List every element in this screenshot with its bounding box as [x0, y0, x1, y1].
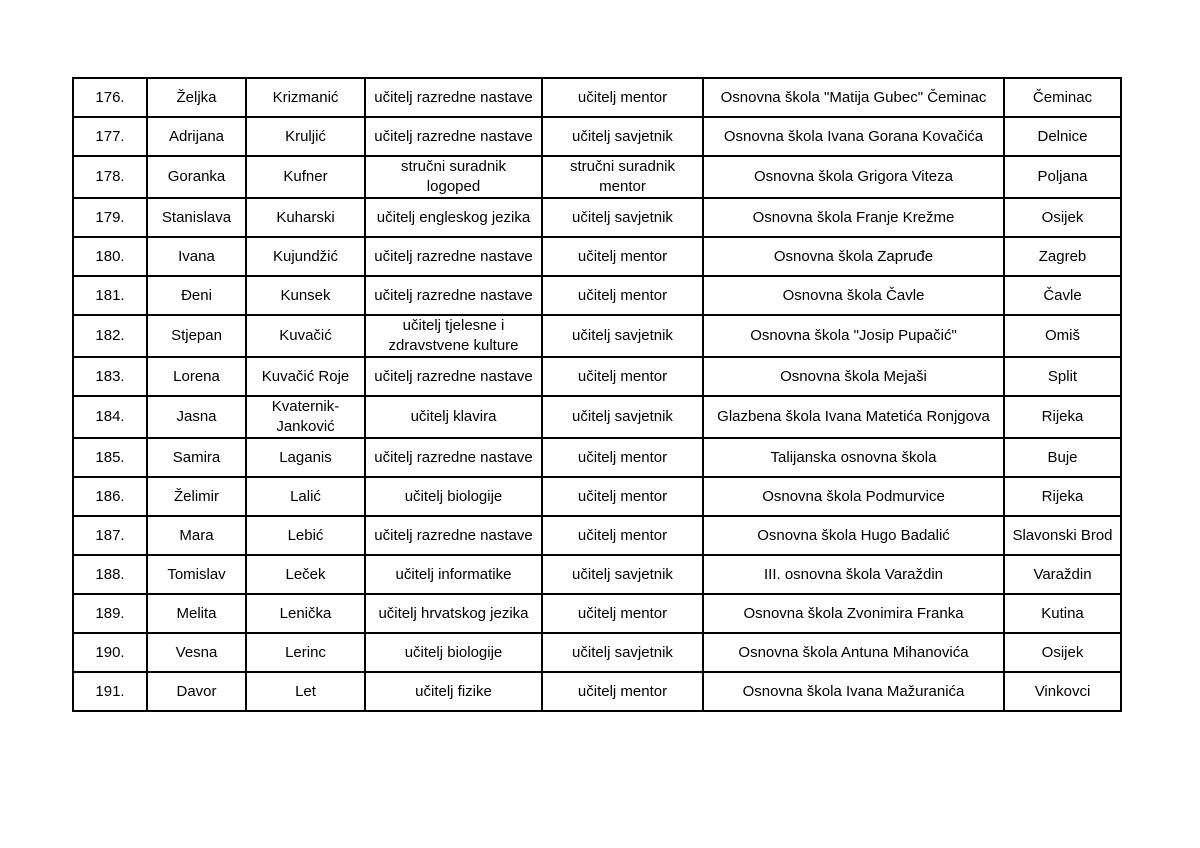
- cell-school: Osnovna škola Ivana Mažuranića: [703, 672, 1004, 711]
- table-row: [73, 594, 1121, 633]
- cell-row-number: 177.: [73, 117, 147, 156]
- table-row: [73, 156, 1121, 198]
- cell-row-number: 178.: [73, 156, 147, 198]
- cell-school: Osnovna škola Ivana Gorana Kovačića: [703, 117, 1004, 156]
- cell-last-name: Lerinc: [246, 633, 365, 672]
- cell-row-number: 180.: [73, 237, 147, 276]
- table-row: [73, 516, 1121, 555]
- cell-position: učitelj biologije: [365, 477, 542, 516]
- cell-school: Osnovna škola "Matija Gubec" Čeminac: [703, 78, 1004, 117]
- cell-row-number: 189.: [73, 594, 147, 633]
- cell-title: učitelj mentor: [542, 438, 703, 477]
- cell-last-name: Kuharski: [246, 198, 365, 237]
- cell-title: učitelj mentor: [542, 594, 703, 633]
- cell-position: učitelj klavira: [365, 396, 542, 438]
- table-row: [73, 477, 1121, 516]
- cell-row-number: 176.: [73, 78, 147, 117]
- cell-first-name: Lorena: [147, 357, 246, 396]
- cell-city: Rijeka: [1004, 477, 1121, 516]
- cell-last-name: Lebić: [246, 516, 365, 555]
- table-row: [73, 396, 1121, 438]
- cell-school: Osnovna škola "Josip Pupačić": [703, 315, 1004, 357]
- cell-row-number: 182.: [73, 315, 147, 357]
- cell-first-name: Jasna: [147, 396, 246, 438]
- cell-city: Omiš: [1004, 315, 1121, 357]
- cell-city: Delnice: [1004, 117, 1121, 156]
- cell-school: III. osnovna škola Varaždin: [703, 555, 1004, 594]
- cell-city: Zagreb: [1004, 237, 1121, 276]
- cell-position: učitelj razredne nastave: [365, 516, 542, 555]
- cell-title: učitelj mentor: [542, 516, 703, 555]
- cell-position: učitelj razredne nastave: [365, 276, 542, 315]
- cell-row-number: 191.: [73, 672, 147, 711]
- cell-last-name: Kuvačić Roje: [246, 357, 365, 396]
- table-row: [73, 315, 1121, 357]
- table-row: [73, 198, 1121, 237]
- cell-title: učitelj mentor: [542, 357, 703, 396]
- table-row: [73, 357, 1121, 396]
- cell-first-name: Želimir: [147, 477, 246, 516]
- cell-first-name: Davor: [147, 672, 246, 711]
- cell-last-name: Lalić: [246, 477, 365, 516]
- cell-title: učitelj mentor: [542, 78, 703, 117]
- cell-position: učitelj razredne nastave: [365, 117, 542, 156]
- cell-row-number: 187.: [73, 516, 147, 555]
- cell-row-number: 179.: [73, 198, 147, 237]
- table-row: [73, 78, 1121, 117]
- cell-city: Rijeka: [1004, 396, 1121, 438]
- cell-last-name: Laganis: [246, 438, 365, 477]
- cell-position: učitelj razredne nastave: [365, 438, 542, 477]
- cell-row-number: 186.: [73, 477, 147, 516]
- cell-last-name: Let: [246, 672, 365, 711]
- cell-first-name: Samira: [147, 438, 246, 477]
- cell-school: Osnovna škola Zapruđe: [703, 237, 1004, 276]
- cell-position: stručni suradnik logoped: [365, 156, 542, 198]
- cell-position: učitelj tjelesne i zdravstvene kulture: [365, 315, 542, 357]
- cell-first-name: Vesna: [147, 633, 246, 672]
- cell-first-name: Mara: [147, 516, 246, 555]
- table-row: [73, 237, 1121, 276]
- cell-row-number: 185.: [73, 438, 147, 477]
- cell-school: Osnovna škola Franje Krežme: [703, 198, 1004, 237]
- cell-city: Kutina: [1004, 594, 1121, 633]
- cell-title: učitelj mentor: [542, 276, 703, 315]
- cell-title: stručni suradnik mentor: [542, 156, 703, 198]
- cell-school: Osnovna škola Grigora Viteza: [703, 156, 1004, 198]
- table-row: [73, 276, 1121, 315]
- cell-row-number: 184.: [73, 396, 147, 438]
- cell-position: učitelj razredne nastave: [365, 357, 542, 396]
- cell-school: Osnovna škola Zvonimira Franka: [703, 594, 1004, 633]
- cell-position: učitelj hrvatskog jezika: [365, 594, 542, 633]
- cell-city: Osijek: [1004, 633, 1121, 672]
- cell-row-number: 181.: [73, 276, 147, 315]
- cell-city: Čavle: [1004, 276, 1121, 315]
- cell-first-name: Stjepan: [147, 315, 246, 357]
- cell-first-name: Tomislav: [147, 555, 246, 594]
- cell-position: učitelj engleskog jezika: [365, 198, 542, 237]
- cell-title: učitelj mentor: [542, 237, 703, 276]
- cell-school: Osnovna škola Čavle: [703, 276, 1004, 315]
- cell-last-name: Kunsek: [246, 276, 365, 315]
- cell-position: učitelj biologije: [365, 633, 542, 672]
- cell-position: učitelj razredne nastave: [365, 78, 542, 117]
- cell-city: Osijek: [1004, 198, 1121, 237]
- cell-city: Buje: [1004, 438, 1121, 477]
- cell-city: Čeminac: [1004, 78, 1121, 117]
- cell-row-number: 188.: [73, 555, 147, 594]
- cell-title: učitelj savjetnik: [542, 633, 703, 672]
- cell-city: Varaždin: [1004, 555, 1121, 594]
- cell-first-name: Ivana: [147, 237, 246, 276]
- cell-school: Osnovna škola Mejaši: [703, 357, 1004, 396]
- teachers-table: [72, 77, 1122, 712]
- cell-title: učitelj savjetnik: [542, 555, 703, 594]
- cell-row-number: 190.: [73, 633, 147, 672]
- cell-city: Poljana: [1004, 156, 1121, 198]
- cell-title: učitelj mentor: [542, 477, 703, 516]
- cell-school: Glazbena škola Ivana Matetića Ronjgova: [703, 396, 1004, 438]
- table-row: [73, 555, 1121, 594]
- cell-title: učitelj mentor: [542, 672, 703, 711]
- table-row: [73, 438, 1121, 477]
- cell-last-name: Kvaternik- Janković: [246, 396, 365, 438]
- cell-title: učitelj savjetnik: [542, 198, 703, 237]
- cell-title: učitelj savjetnik: [542, 396, 703, 438]
- cell-last-name: Leček: [246, 555, 365, 594]
- cell-city: Slavonski Brod: [1004, 516, 1121, 555]
- table-row: [73, 672, 1121, 711]
- cell-row-number: 183.: [73, 357, 147, 396]
- cell-position: učitelj fizike: [365, 672, 542, 711]
- cell-school: Osnovna škola Antuna Mihanovića: [703, 633, 1004, 672]
- table-body: [73, 78, 1121, 711]
- cell-position: učitelj informatike: [365, 555, 542, 594]
- cell-last-name: Krizmanić: [246, 78, 365, 117]
- cell-city: Split: [1004, 357, 1121, 396]
- cell-city: Vinkovci: [1004, 672, 1121, 711]
- cell-first-name: Adrijana: [147, 117, 246, 156]
- table-row: [73, 117, 1121, 156]
- cell-school: Talijanska osnovna škola: [703, 438, 1004, 477]
- cell-first-name: Željka: [147, 78, 246, 117]
- cell-title: učitelj savjetnik: [542, 117, 703, 156]
- cell-last-name: Lenička: [246, 594, 365, 633]
- cell-title: učitelj savjetnik: [542, 315, 703, 357]
- cell-school: Osnovna škola Hugo Badalić: [703, 516, 1004, 555]
- cell-last-name: Kujundžić: [246, 237, 365, 276]
- cell-first-name: Goranka: [147, 156, 246, 198]
- cell-last-name: Kufner: [246, 156, 365, 198]
- cell-school: Osnovna škola Podmurvice: [703, 477, 1004, 516]
- cell-first-name: Đeni: [147, 276, 246, 315]
- cell-last-name: Kruljić: [246, 117, 365, 156]
- cell-last-name: Kuvačić: [246, 315, 365, 357]
- cell-first-name: Melita: [147, 594, 246, 633]
- cell-position: učitelj razredne nastave: [365, 237, 542, 276]
- cell-first-name: Stanislava: [147, 198, 246, 237]
- table-row: [73, 633, 1121, 672]
